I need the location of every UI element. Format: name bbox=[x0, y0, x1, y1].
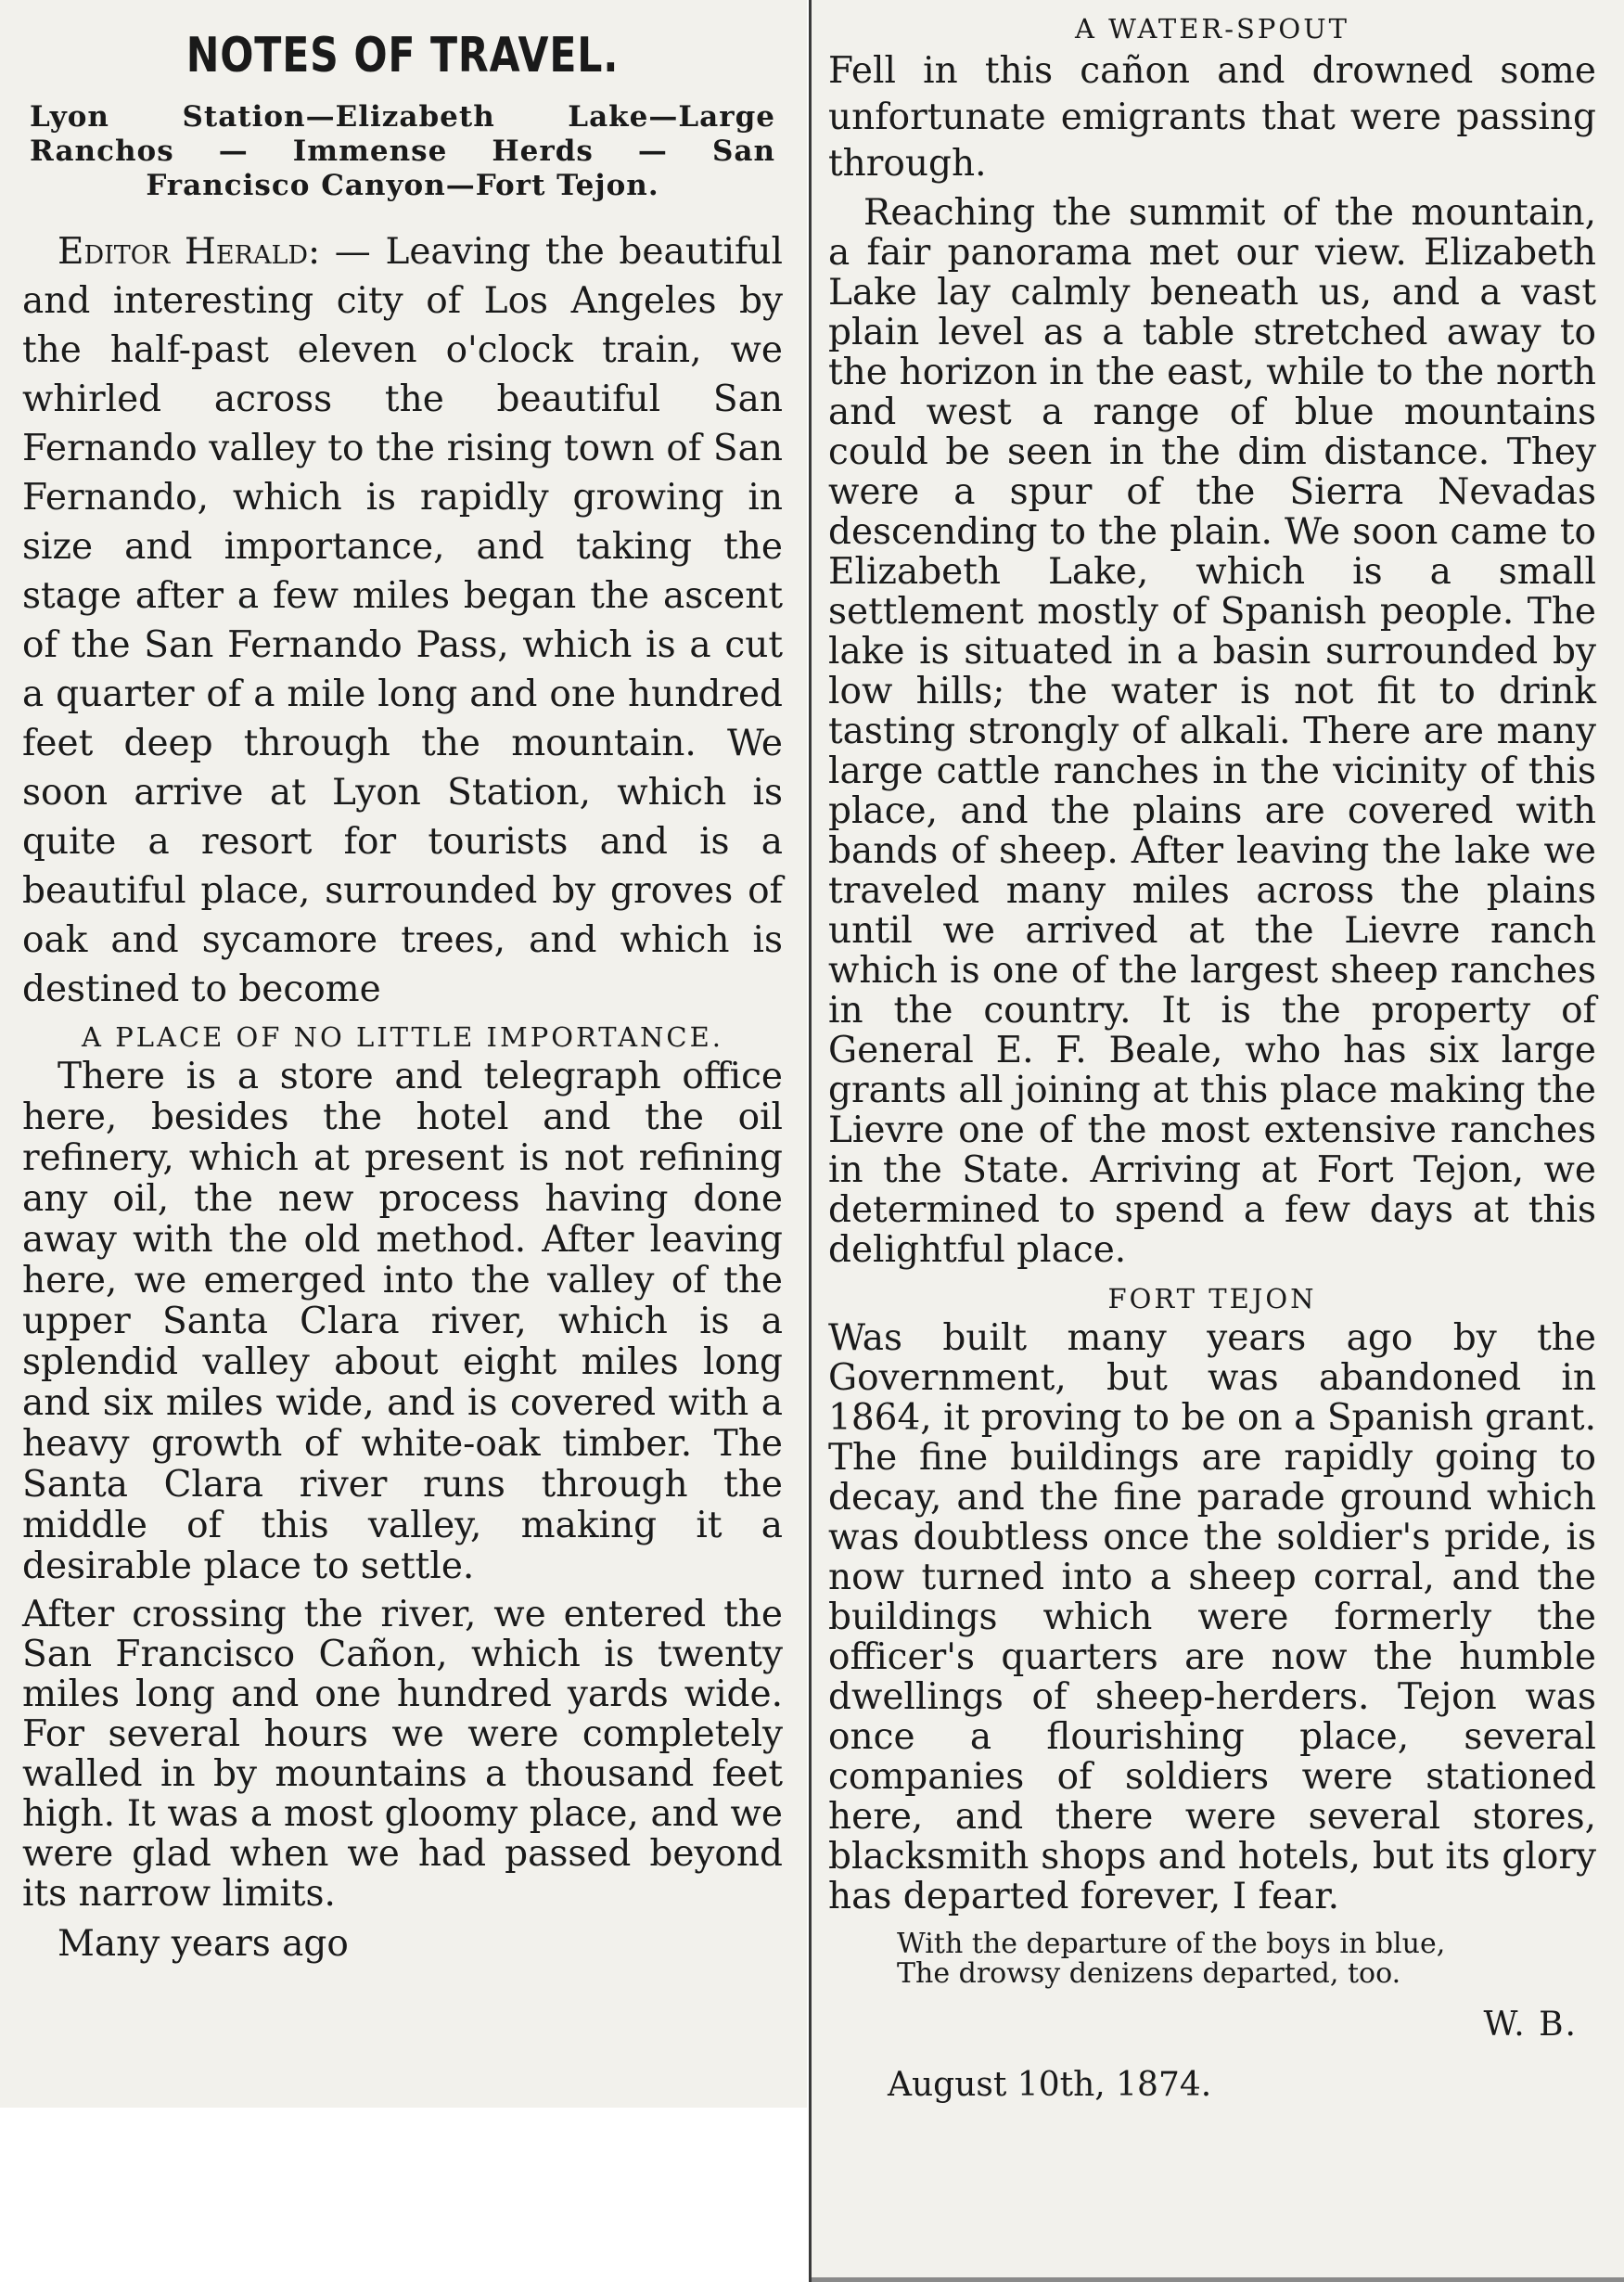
paragraph-6: Reaching the summit of the mountain, a fair panorama met our view. Elizabeth Lake lay calmly beneath us, and a vast plain level as a table stretched away to the horizon in the east, while to the north and west a range of blue mountains could be seen in the dim distance. They were a spur of the Sierra Nevadas descending to the plain. We soon came to Elizabeth Lake, which is a small settlement mostly of Spanish people. The lake is situated in a basin surrounded by low hills; the water is not fit to drink tasting strongly of alkali. There are many large cattle ranches in the vicinity of this place, and the plains are covered with bands of sheep. After leaving the lake we traveled many miles across the plains until we arrived at the Lievre ranch which is one of the largest sheep ranches in the country. It is the property of General E. F. Beale, who has six large grants all joining at this place making the Lievre one of the most extensive ranches in the State. Arriving at Fort Tejon, we determined to spend a few days at this delightful place. bbox=[828, 192, 1596, 1271]
dateline: August 10th, 1874. bbox=[888, 2066, 1212, 2104]
subhead-fort-tejon: FORT TEJON bbox=[1107, 1283, 1317, 1314]
left-column bbox=[0, 0, 807, 2108]
closing-couplet bbox=[897, 1929, 1596, 1989]
subhead-water-spout: A WATER-SPOUT bbox=[1075, 13, 1349, 45]
paragraph-1-text: — Leaving the beautiful and interesting city of Los Angeles by the half-past eleven o'clock train, we whirled across the beautiful San Fernando valley to the rising town of San Fernando, which is rapidly growing in size and importance, and taking the stage after a few miles began the ascent of the San Fernando Pass, which is a cut a quarter of a mile long and one hundred feet deep through the mountain. We soon arrive at Lyon Station, which is quite a resort for tourists and is a beautiful place, surrounded by groves of oak and sycamore trees, and which is destined to become bbox=[22, 231, 783, 1010]
bottom-rule bbox=[812, 2277, 1624, 2282]
salutation: Editor Herald: bbox=[58, 231, 321, 273]
couplet-line-1: With the departure of the boys in blue, bbox=[897, 1928, 1446, 1960]
couplet-line-2: The drowsy denizens departed, too. bbox=[897, 1957, 1401, 1990]
article-subheadline: Lyon Station—Elizabeth Lake—Large Ranchos — Immense Herds — San Francisco Canyon—Fort Tejon. bbox=[30, 100, 775, 202]
right-column bbox=[809, 0, 1624, 2282]
paragraph-5: Fell in this cañon and drowned some unfortunate emigrants that were passing through. bbox=[828, 50, 1596, 185]
paragraph-7: Was built many years ago by the Government, but was abandoned in 1864, it proving to be on a Spanish grant. The fine buildings are rapidly going to decay, and the fine parade ground which was doubtless once the soldier's pride, is now turned into a sheep corral, and the buildings which were formerly the officer's quarters are now the humble dwellings of sheep-herders. Tejon was once a flourishing place, several companies of soldiers were stationed here, and there were several stores, blacksmith shops and hotels, but its glory has departed forever, I fear. bbox=[828, 1317, 1596, 1917]
signature: W. B. bbox=[1483, 2006, 1578, 2044]
paragraph-2: There is a store and telegraph office here, besides the hotel and the oil refinery, which at present is not refining any oil, the new process having done away with the old method. After leaving here, we emerged into the valley of the upper Santa Clara river, which is a splendid valley about eight miles long and six miles wide, and is covered with a heavy growth of white-oak timber. The Santa Clara river runs through the middle of this valley, making it a desirable place to settle. bbox=[22, 1056, 783, 1587]
paragraph-1 bbox=[22, 227, 783, 1014]
subhead-place-of-importance: A PLACE OF NO LITTLE IMPORTANCE. bbox=[82, 1021, 723, 1053]
paragraph-3: After crossing the river, we entered the San Francisco Cañon, which is twenty miles long and one hundred yards wide. For several hours we were completely walled in by mountains a thousand feet high. It was a most gloomy place, and we were glad when we had passed beyond its narrow limits. bbox=[22, 1594, 783, 1915]
paragraph-4: Many years ago bbox=[58, 1923, 349, 1965]
article-headline: NOTES OF TRAVEL. bbox=[185, 28, 620, 83]
